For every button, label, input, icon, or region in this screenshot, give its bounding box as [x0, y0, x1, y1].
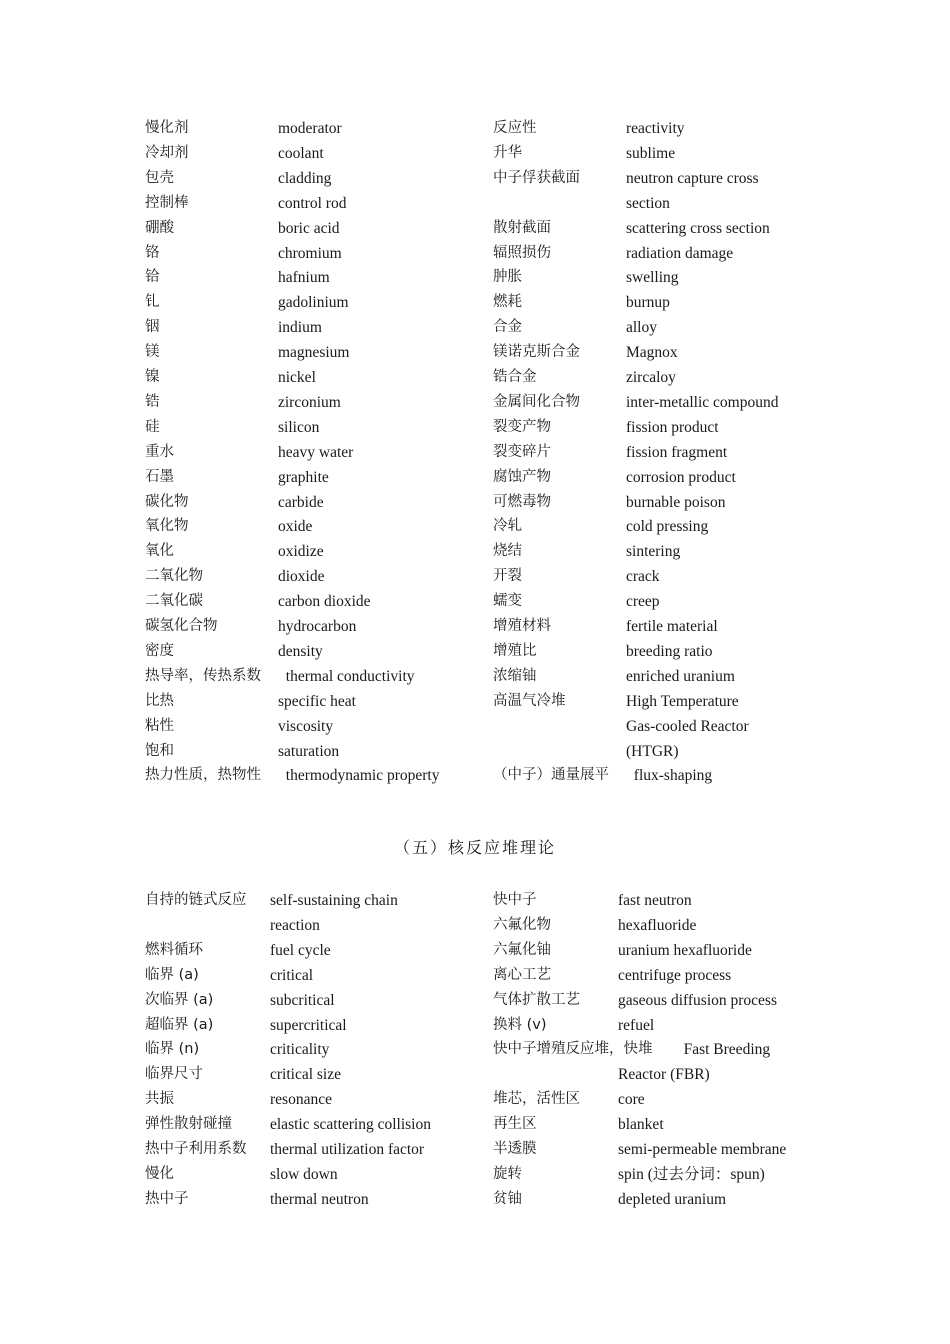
english-term: hafnium — [278, 269, 330, 287]
english-term: self-sustaining chain — [270, 892, 398, 909]
english-term: thermal conductivity — [285, 667, 415, 685]
english-term: heavy water — [278, 443, 354, 461]
english-term: neutron capture cross — [626, 169, 759, 187]
chinese-term: 六氟化铀 — [493, 941, 551, 958]
english-term: zircaloy — [626, 369, 676, 386]
english-term: viscosity — [278, 717, 334, 735]
english-term: fast neutron — [618, 892, 692, 909]
chinese-term: 热力性质，热物性 — [145, 767, 261, 784]
chinese-term: 弹性散射碰撞 — [145, 1116, 232, 1133]
english-term: cladding — [278, 169, 332, 187]
english-term: cold pressing — [626, 518, 709, 536]
chinese-term: 燃耗 — [493, 294, 522, 311]
english-term: radiation damage — [626, 244, 734, 262]
english-term: boric acid — [278, 219, 340, 237]
english-term: creep — [626, 593, 660, 611]
english-term: critical size — [270, 1066, 341, 1084]
chinese-term: 镁诺克斯合金 — [493, 344, 580, 361]
chinese-term: 裂变产物 — [493, 418, 551, 435]
english-term: gadolinium — [278, 294, 349, 312]
chinese-term: 碳氢化合物 — [145, 618, 218, 634]
english-term: burnable poison — [626, 493, 726, 511]
chinese-term: 旋转 — [493, 1165, 522, 1182]
section-heading: （五）核反应堆理论 — [393, 838, 556, 857]
chinese-term: 镍 — [145, 369, 160, 385]
english-term: silicon — [278, 418, 320, 436]
english-term: critical — [270, 966, 314, 984]
chinese-term: 裂变碎片 — [493, 443, 551, 460]
english-term: Magnox — [626, 344, 678, 362]
english-term: fertile material — [626, 618, 718, 635]
english-term: nickel — [278, 369, 316, 386]
chinese-term: 比热 — [145, 692, 174, 709]
chinese-term: 镁 — [145, 344, 160, 361]
english-term: inter-metallic compound — [626, 393, 779, 411]
english-term: alloy — [626, 319, 657, 337]
chinese-term: 中子俘获截面 — [493, 169, 580, 186]
chinese-term: 慢化剂 — [145, 120, 189, 136]
chinese-term: 贫铀 — [493, 1190, 522, 1207]
english-term: crack — [626, 568, 660, 586]
chinese-term: 换料 (v) — [493, 1016, 547, 1033]
english-term: chromium — [278, 244, 342, 262]
english-term: elastic scattering collision — [270, 1116, 431, 1134]
english-term: criticality — [270, 1041, 330, 1059]
chinese-term: 热导率，传热系数 — [145, 667, 261, 684]
english-term: breeding ratio — [626, 642, 713, 660]
english-term: hydrocarbon — [278, 618, 357, 635]
chinese-term: 临界尺寸 — [145, 1066, 203, 1083]
english-term: fuel cycle — [270, 941, 331, 959]
english-term: High Temperature — [626, 692, 739, 710]
chinese-term: 慢化 — [145, 1165, 174, 1182]
english-term: swelling — [626, 269, 679, 287]
english-term: saturation — [278, 742, 340, 760]
english-term: section — [626, 194, 670, 212]
english-term: gaseous diffusion process — [618, 991, 777, 1009]
chinese-term: 二氧化碳 — [145, 593, 203, 610]
chinese-term: 热中子利用系数 — [145, 1141, 247, 1157]
english-term: density — [278, 642, 323, 660]
chinese-term: 金属间化合物 — [493, 393, 580, 410]
chinese-term: 增殖比 — [493, 642, 537, 659]
chinese-term: 铪 — [145, 269, 160, 286]
chinese-term: 硼酸 — [145, 219, 174, 236]
chinese-term: 硅 — [145, 418, 160, 435]
chinese-term: 临界 (n) — [145, 1041, 200, 1058]
english-term: reaction — [270, 916, 320, 934]
english-term: Reactor (FBR) — [618, 1066, 710, 1084]
chinese-term: 控制棒 — [145, 194, 189, 211]
english-term: control rod — [278, 194, 347, 212]
english-term: dioxide — [278, 568, 325, 586]
chinese-term: 冷轧 — [493, 518, 522, 535]
chinese-term: （中子）通量展平 — [493, 767, 609, 784]
english-term: flux-shaping — [633, 767, 713, 785]
chinese-term: 增殖材料 — [493, 618, 551, 634]
english-term: hexafluoride — [618, 916, 697, 934]
english-term: core — [618, 1091, 645, 1109]
chinese-term: 离心工艺 — [493, 966, 551, 983]
english-term: semi-permeable membrane — [618, 1141, 787, 1158]
english-term: spin (过去分词：spun) — [618, 1165, 765, 1183]
english-term: thermal utilization factor — [270, 1141, 425, 1158]
chinese-term: 再生区 — [493, 1116, 537, 1133]
chinese-term: 共振 — [145, 1091, 174, 1108]
chinese-term: 自持的链式反应 — [145, 892, 247, 908]
english-term: sublime — [626, 144, 676, 162]
english-term: oxidize — [278, 543, 324, 561]
chinese-term: 气体扩散工艺 — [493, 991, 580, 1008]
english-term: Fast Breeding — [683, 1041, 771, 1059]
english-term: specific heat — [278, 692, 356, 710]
english-term: zirconium — [278, 393, 341, 411]
english-term: magnesium — [278, 344, 350, 362]
english-term: fission product — [626, 418, 719, 436]
english-term: slow down — [270, 1165, 338, 1183]
chinese-term: 重水 — [145, 443, 174, 460]
english-term: sintering — [626, 543, 681, 561]
english-term: Gas-cooled Reactor — [626, 717, 749, 735]
chinese-term: 升华 — [493, 144, 522, 161]
chinese-term: 堆芯，活性区 — [493, 1091, 580, 1108]
english-term: centrifuge process — [618, 966, 732, 984]
chinese-term: 燃料循环 — [145, 941, 203, 958]
chinese-term: 高温气冷堆 — [493, 692, 566, 709]
english-term: scattering cross section — [626, 219, 770, 237]
chinese-term: 快中子 — [493, 892, 537, 908]
chinese-term: 蠕变 — [493, 593, 522, 610]
chinese-term: 合金 — [493, 319, 522, 336]
english-term: enriched uranium — [626, 667, 735, 685]
english-term: carbide — [278, 493, 324, 511]
chinese-term: 临界 (a) — [145, 966, 199, 983]
english-term: uranium hexafluoride — [618, 941, 752, 959]
chinese-term: 石墨 — [145, 468, 174, 485]
chinese-term: 快中子增殖反应堆，快堆 — [493, 1041, 653, 1058]
chinese-term: 开裂 — [493, 568, 522, 585]
chinese-term: 辐照损伤 — [493, 244, 551, 261]
english-term: fission fragment — [626, 443, 728, 461]
english-term: supercritical — [270, 1016, 347, 1034]
english-term: carbon dioxide — [278, 593, 371, 611]
english-term: oxide — [278, 518, 313, 536]
chinese-term: 超临界 (a) — [145, 1016, 214, 1033]
chinese-term: 锆 — [145, 393, 160, 410]
chinese-term: 可燃毒物 — [493, 493, 551, 510]
chinese-term: 钆 — [145, 294, 160, 311]
chinese-term: 锆合金 — [493, 369, 537, 385]
chinese-term: 铟 — [145, 319, 160, 336]
english-term: subcritical — [270, 991, 335, 1009]
chinese-term: 半透膜 — [493, 1141, 537, 1157]
chinese-term: 腐蚀产物 — [493, 468, 551, 485]
chinese-term: 粘性 — [145, 717, 174, 734]
chinese-term: 散射截面 — [493, 219, 551, 236]
chinese-term: 包壳 — [145, 169, 174, 186]
english-term: burnup — [626, 294, 670, 312]
chinese-term: 六氟化物 — [493, 916, 551, 933]
chinese-term: 氧化物 — [145, 518, 189, 535]
chinese-term: 烧结 — [493, 543, 522, 560]
chinese-term: 密度 — [145, 642, 174, 659]
chinese-term: 浓缩铀 — [493, 667, 537, 684]
chinese-term: 肿胀 — [493, 269, 522, 286]
chinese-term: 碳化物 — [145, 493, 189, 510]
english-term: moderator — [278, 120, 342, 137]
chinese-term: 饱和 — [145, 742, 174, 759]
chinese-term: 冷却剂 — [145, 144, 189, 161]
english-term: indium — [278, 319, 322, 337]
english-term: thermal neutron — [270, 1190, 369, 1208]
chinese-term: 二氧化物 — [145, 568, 203, 585]
english-term: thermodynamic property — [285, 767, 440, 785]
english-term: reactivity — [626, 120, 685, 137]
english-term: blanket — [618, 1116, 664, 1134]
chinese-term: 氧化 — [145, 543, 174, 560]
english-term: graphite — [278, 468, 329, 486]
english-term: depleted uranium — [618, 1190, 727, 1208]
english-term: refuel — [618, 1016, 655, 1034]
english-term: corrosion product — [626, 468, 736, 486]
english-term: resonance — [270, 1091, 332, 1109]
english-term: (HTGR) — [626, 742, 679, 760]
english-term: coolant — [278, 144, 324, 162]
chinese-term: 铬 — [145, 244, 160, 261]
chinese-term: 反应性 — [493, 120, 537, 136]
chinese-term: 热中子 — [145, 1190, 189, 1207]
chinese-term: 次临界 (a) — [145, 991, 214, 1008]
